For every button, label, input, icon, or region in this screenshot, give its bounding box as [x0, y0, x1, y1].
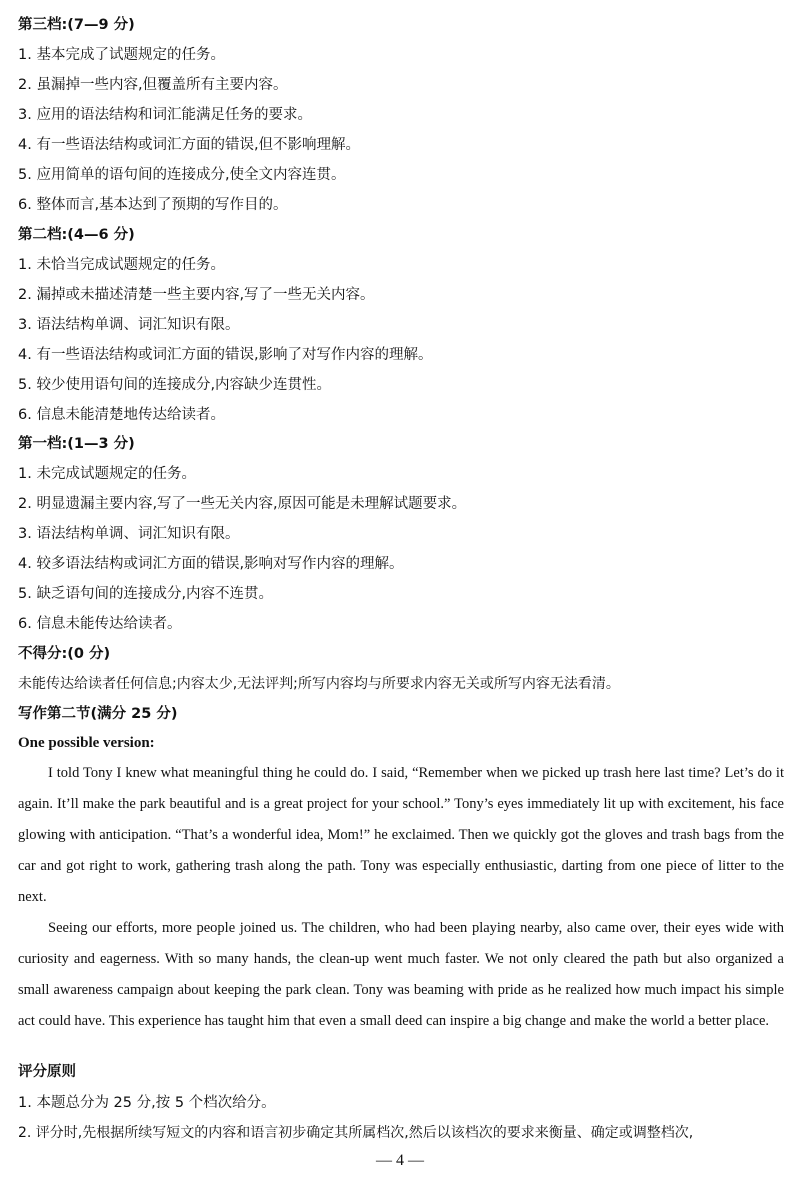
list-item: 5. 缺乏语句间的连接成分,内容不连贯。: [18, 586, 274, 602]
list-item: 4. 有一些语法结构或词汇方面的错误,但不影响理解。: [18, 137, 361, 153]
essay-body: [18, 758, 784, 1037]
section0-heading: 不得分:(0 分): [18, 646, 111, 662]
list-item: 3. 语法结构单调、词汇知识有限。: [18, 526, 240, 542]
list-item: 4. 有一些语法结构或词汇方面的错误,影响了对写作内容的理解。: [18, 347, 433, 363]
section2-heading: 第二档:(4—6 分): [18, 227, 135, 243]
list-item: 5. 应用简单的语句间的连接成分,使全文内容连贯。: [18, 167, 346, 183]
list-item: 6. 整体而言,基本达到了预期的写作目的。: [18, 197, 288, 213]
essay-paragraph-1: I told Tony I knew what meaningful thing he could do. I said, “Remember when we picked up trash here last time? Let’s do it again. It’ll make the park beautiful and is a great project for your school.” Tony’s eyes immediately lit up with excitement, his face glowing with anticipation. “That’s a wonderful idea, Mom!” he exclaimed. Then we quickly got the gloves and trash bags from the car and got right to work, gathering trash along the path. Tony was especially enthusiastic, darting from one piece of litter to the next.: [18, 765, 784, 905]
list-item: 2. 评分时,先根据所续写短文的内容和语言初步确定其所属档次,然后以该档次的要求来衡量、确定或调整档次,: [18, 1125, 694, 1141]
list-item: 6. 信息未能传达给读者。: [18, 616, 182, 632]
scoring-heading: 评分原则: [18, 1064, 76, 1080]
list-item: 3. 语法结构单调、词汇知识有限。: [18, 317, 240, 333]
essay-paragraph-2: Seeing our efforts, more people joined us. The children, who had been playing nearby, also came over, their eyes wide with curiosity and eagerness. With so many hands, the clean-up went much faster. We not only cleared the path but also organized a small awareness campaign about keeping the park clean. Tony was beaming with pride as he realized how much impact his simple act could have. This experience has taught him that even a small deed can inspire a big change and make the world a better place.: [18, 920, 784, 1029]
version-label: One possible version:: [18, 735, 155, 751]
list-item: 1. 未完成试题规定的任务。: [18, 466, 196, 482]
list-item: 6. 信息未能清楚地传达给读者。: [18, 407, 225, 423]
list-item: 1. 未恰当完成试题规定的任务。: [18, 257, 225, 273]
page-number: — 4 —: [376, 1152, 424, 1169]
list-item: 2. 虽漏掉一些内容,但覆盖所有主要内容。: [18, 77, 288, 93]
section1-heading: 第一档:(1—3 分): [18, 436, 135, 452]
list-item: 1. 本题总分为 25 分,按 5 个档次给分。: [18, 1095, 276, 1111]
list-item: 5. 较少使用语句间的连接成分,内容缺少连贯性。: [18, 377, 332, 393]
section0-text: 未能传达给读者任何信息;内容太少,无法评判;所写内容均与所要求内容无关或所写内容无法看清。: [18, 676, 620, 692]
writing2-heading: 写作第二节(满分 25 分): [18, 706, 178, 722]
list-item: 2. 明显遗漏主要内容,写了一些无关内容,原因可能是未理解试题要求。: [18, 496, 467, 512]
list-item: 4. 较多语法结构或词汇方面的错误,影响对写作内容的理解。: [18, 556, 404, 572]
list-item: 3. 应用的语法结构和词汇能满足任务的要求。: [18, 107, 312, 123]
list-item: 1. 基本完成了试题规定的任务。: [18, 47, 225, 63]
list-item: 2. 漏掉或未描述清楚一些主要内容,写了一些无关内容。: [18, 287, 375, 303]
section3-heading: 第三档:(7—9 分): [18, 17, 135, 33]
